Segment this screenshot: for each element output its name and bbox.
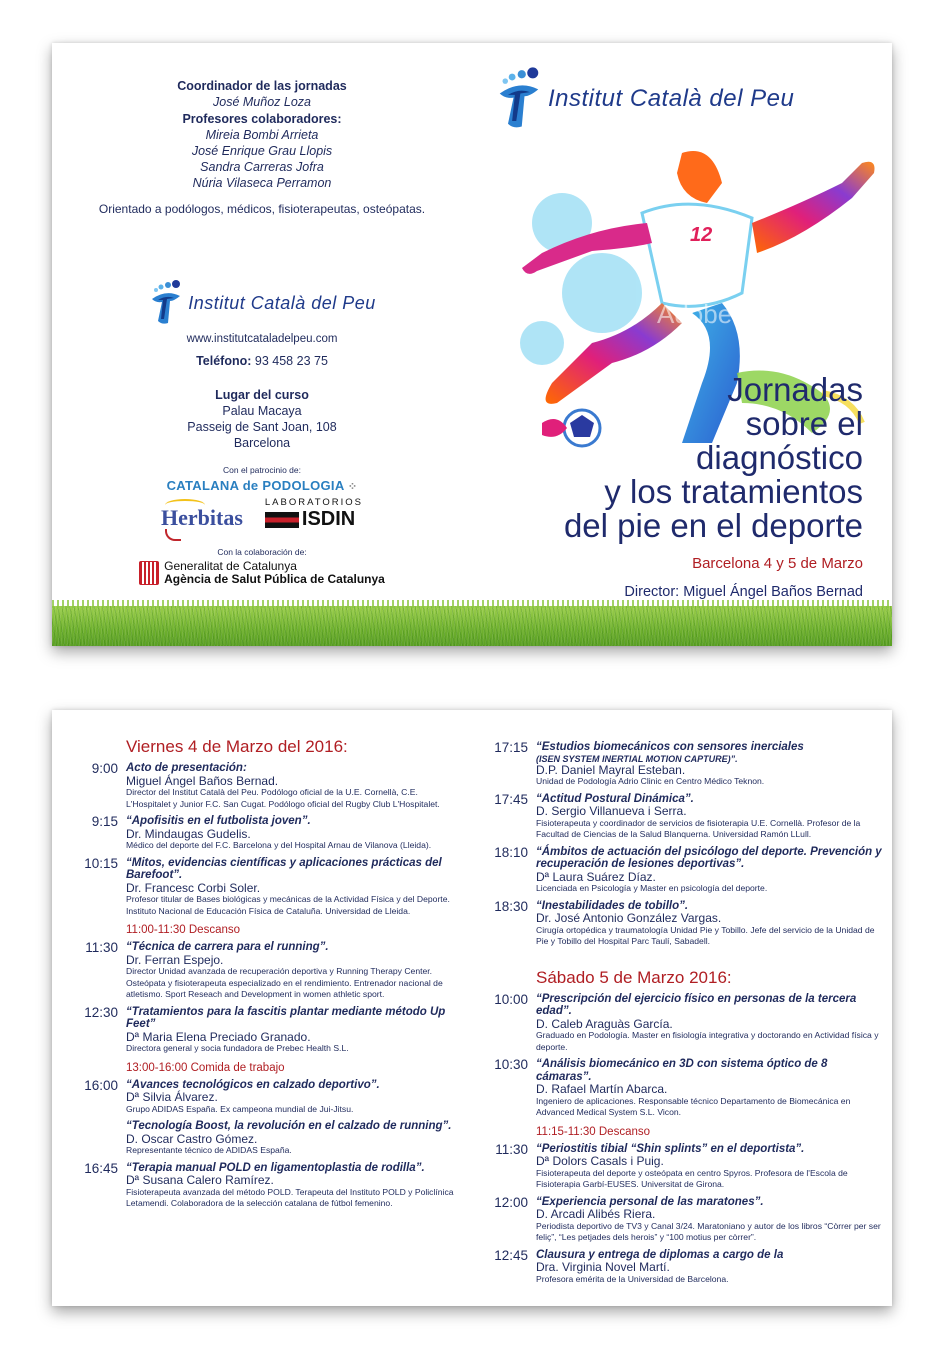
program-left-column	[82, 737, 462, 1210]
speaker-name: Dr. Mindaugas Gudelis.	[126, 826, 251, 841]
speaker-name: D. Rafael Martín Abarca.	[536, 1082, 668, 1096]
talk-title: “Inestabilidades de tobillo”.	[536, 899, 689, 912]
institute-logo-text: Institut Català del Peu	[188, 292, 376, 313]
talk-title: “Avances tecnológicos en calzado deportivo”.	[126, 1078, 380, 1091]
talk-title: “Periostitis tibial “Shin splints” en el deportista”.	[536, 1142, 805, 1155]
schedule-item	[82, 1120, 462, 1157]
item-time: 18:10	[494, 844, 528, 860]
herbitas-logo: Herbitas	[161, 505, 243, 531]
isdin-logo: LABORATORIOS ISDIN	[264, 497, 363, 530]
talk-title: Acto de presentación:	[126, 762, 247, 774]
professor-name: Núria Vilaseca Perramon	[192, 176, 332, 190]
schedule-item	[82, 1079, 462, 1116]
item-time: 11:30	[495, 1141, 528, 1157]
speaker-name: Dª Silvia Álvarez.	[126, 1090, 218, 1104]
item-time: 9:00	[91, 761, 118, 776]
speaker-name: Dr. José Antonio González Vargas.	[536, 911, 722, 925]
speaker-bio: Profesor titular de Bases biológicas y mecánicas de la Actividad Física y del Deporte. Instituto Nacional de Educación Física de Cataluña. Universidad de Lleida.	[126, 894, 450, 916]
item-time: 17:45	[494, 791, 528, 807]
generalitat-logo: Generalitat de Catalunya Agència de Salut Pública de Catalunya	[52, 560, 472, 586]
grass-strip	[52, 606, 892, 646]
speaker-name: Dª Dolors Casals i Puig.	[536, 1154, 664, 1168]
institute-logo-text: Institut Català del Peu	[548, 85, 795, 112]
speaker-bio: Directora general y socia fundadora de Prebec Health S.L.	[126, 1043, 349, 1053]
professor-name: José Enrique Grau Llopis	[191, 144, 333, 158]
schedule-item	[82, 762, 462, 810]
speaker-bio: Grupo ADIDAS España. Ex campeona mundial de Jui-Jitsu.	[126, 1103, 354, 1114]
break-item: 11:15-11:30 Descanso	[536, 1125, 651, 1138]
title-line: sobre el	[745, 405, 863, 442]
venue-line: Passeig de Sant Joan, 108	[187, 420, 337, 434]
website-link[interactable]: www.institutcataladelpeu.com	[186, 333, 338, 345]
schedule-item	[492, 793, 882, 841]
item-time: 18:30	[494, 898, 528, 914]
venue-line: Barcelona	[233, 436, 291, 450]
catalan-flag-icon	[139, 561, 159, 585]
talk-title: “Tecnología Boost, la revolución en el calzado de running”.	[126, 1120, 452, 1132]
venue-line: Palau Macaya	[222, 404, 302, 418]
speaker-bio: Fisioterapeuta y coordinador de servicios de fisioterapia U.E. Cornellà. Profesor de la Facultad de Ciencias de la Salud Blanquerna. Universidad Ramón LLull.	[536, 817, 861, 839]
schedule-item	[492, 1196, 882, 1244]
item-time: 12:00	[494, 1194, 528, 1210]
item-time: 12:45	[494, 1247, 528, 1263]
schedule-item	[492, 993, 882, 1054]
schedule-item	[492, 1058, 882, 1119]
speaker-name: D. Oscar Castro Gómez.	[126, 1131, 258, 1146]
speaker-bio: Fisioterapeuta avanzada del método POLD. Terapeuta del Instituto POLD y Policlínica Letamendi. Colaboradora de la selección catalana de fútbol femenino.	[126, 1186, 454, 1208]
talk-title: “Análisis biomecánico en 3D con sistema óptico de 8 cámaras”.	[536, 1058, 828, 1083]
professors-label: Profesores colaboradores:	[182, 112, 342, 126]
talk-title: “Ámbitos de actuación del psicólogo del deporte. Prevención y recuperación de lesiones deportivas”.	[536, 845, 882, 870]
professor-name: Sandra Carreras Jofra	[200, 160, 324, 174]
speaker-name: Dª Maria Elena Preciado Granado.	[126, 1029, 311, 1044]
schedule-item	[82, 941, 462, 1001]
svg-text:12: 12	[690, 224, 713, 246]
item-time: 10:15	[84, 855, 118, 871]
talk-title: “Terapia manual POLD en ligamentoplastia de rodilla”.	[126, 1161, 425, 1174]
item-time: 9:15	[91, 814, 118, 829]
speaker-bio: Unidad de Podología Adrio Clinic en Centro Médico Teknon.	[536, 776, 765, 786]
audience-text: Orientado a podólogos, médicos, fisioterapeutas, osteópatas.	[98, 202, 426, 216]
break-item: 11:00-11:30 Descanso	[126, 924, 241, 936]
swoosh-icon	[165, 499, 205, 511]
speaker-name: Miguel Ángel Baños Bernad.	[126, 773, 279, 788]
speaker-bio: Profesora emérita de la Universidad de Barcelona.	[536, 1273, 729, 1284]
phone-label: Teléfono:	[196, 354, 252, 368]
speaker-bio: Cirugía ortopédica y traumatología Unidad Pie y Tobillo. Jefe del servicio de la Unidad de Pie y Tobillo del Hospital Parc Taulí, Sabadell.	[536, 924, 875, 946]
speaker-bio: Médico del deporte del F.C. Barcelona y del Hospital Arnau de Vilanova (Lleida).	[126, 840, 432, 850]
phone-number: 93 458 23 75	[254, 354, 328, 368]
program-sheet	[52, 710, 892, 1306]
item-time: 10:00	[494, 991, 528, 1007]
friday-schedule	[82, 762, 462, 1210]
talk-title: “Tratamientos para la fascitis plantar mediante método Up Feet”	[126, 1005, 446, 1030]
event-title-block	[564, 373, 863, 600]
talk-title: “Apofisitis en el futbolista joven”.	[126, 815, 311, 827]
item-time: 17:15	[494, 740, 528, 755]
director-line: Director: Miguel Ángel Baños Bernad	[624, 584, 863, 600]
talk-title: “Experiencia personal de las maratones”.	[536, 1195, 764, 1208]
swoosh-red-icon	[165, 529, 181, 541]
isdin-stripes-icon	[265, 512, 299, 528]
collab-label: Con la colaboración de:	[217, 547, 307, 557]
schedule-item	[492, 846, 882, 895]
cover-left-panel	[52, 43, 472, 586]
speaker-name: Dra. Virginia Novel Martí.	[536, 1260, 670, 1274]
item-time: 12:30	[84, 1004, 118, 1020]
item-time: 16:00	[84, 1077, 118, 1093]
speaker-name: D.P. Daniel Mayral Esteban.	[536, 762, 686, 777]
cover-right-panel	[472, 43, 892, 646]
speaker-name: Dr. Ferran Espejo.	[126, 952, 224, 967]
talk-title: “Estudios biomecánicos con sensores inerciales	[536, 741, 804, 753]
speaker-name: Dª Susana Calero Ramírez.	[126, 1173, 274, 1187]
talk-title: Clausura y entrega de diplomas a cargo de la	[536, 1248, 784, 1261]
speaker-name: D. Arcadi Alibés Riera.	[536, 1207, 656, 1221]
item-time: 16:45	[84, 1160, 118, 1176]
speaker-bio: Director del Institut Català del Peu. Podólogo oficial de la U.E. Cornellà, C.E. L'Hospitalet y Junior F.C. San Cugat. Podólogo oficial del Rugby Club L'Hospitalet.	[126, 787, 440, 809]
saturday-schedule	[492, 993, 882, 1286]
venue-label: Lugar del curso	[215, 388, 309, 402]
schedule-item	[492, 900, 882, 948]
talk-title: “Actitud Postural Dinámica”.	[536, 792, 694, 805]
sponsor-label: Con el patrocinio de:	[223, 465, 301, 475]
title-line: del pie en el deporte	[563, 507, 863, 544]
talk-title: “Técnica de carrera para el running”.	[126, 941, 329, 953]
schedule-item	[82, 1162, 462, 1210]
speaker-bio: Graduado en Podología. Master en fisiología integrativa y doctorando en Actividad física y deporte.	[536, 1030, 879, 1052]
professor-name: Mireia Bombi Arrieta	[205, 128, 319, 142]
institute-logo-header	[494, 66, 794, 132]
title-line: y los tratamientos	[604, 473, 863, 510]
dots-icon: ⁘	[344, 481, 358, 493]
program-right-column	[492, 736, 882, 1285]
brochure-cover	[52, 43, 892, 646]
schedule-item	[492, 1143, 882, 1191]
schedule-item	[492, 741, 882, 788]
schedule-item	[82, 857, 462, 918]
coordinator-label: Coordinador de las jornadas	[177, 79, 347, 93]
catalana-podologia-logo: CATALANA de PODOLOGIA ⁘	[166, 478, 358, 493]
speaker-bio: Ingeniero de aplicaciones. Responsable técnico Departamento de Biomecánica en Advanced Medical System S.L. Vicon.	[536, 1095, 851, 1117]
institute-logo	[52, 279, 472, 327]
speaker-name: D. Caleb Araguàs García.	[536, 1016, 673, 1031]
speaker-bio: Periodista deportivo de TV3 y Canal 3/24. Maratoniano y autor de los libros “Còrrer per ser feliç”, “Les petjades dels herois” y “100 motius per còrrer”.	[536, 1220, 881, 1242]
item-time	[82, 1120, 126, 1157]
schedule-item	[82, 1006, 462, 1055]
title-line: diagnóstico	[696, 439, 863, 476]
speaker-bio: Fisioterapeuta del deporte y osteópata en centro Spyros. Profesora de l'Escola de Fisioterapia Garbí-EUSES. Universitat de Girona.	[536, 1167, 848, 1189]
city-date: Barcelona 4 y 5 de Marzo	[692, 555, 863, 572]
speaker-bio: Representante técnico de ADIDAS España.	[126, 1145, 292, 1155]
speaker-name: Dr. Francesc Corbi Soler.	[126, 880, 261, 895]
speaker-bio: Director Unidad avanzada de recuperación deportiva y Running Therapy Center. Osteópata y fisioterapeuta especializado en el rendimiento. Entrenador nacional de atletismo. Sport Reseach and Development in women athletic sport.	[126, 966, 443, 999]
item-time: 10:30	[494, 1057, 528, 1072]
foot-logo-icon	[494, 66, 544, 132]
schedule-item	[82, 815, 462, 852]
schedule-item	[492, 1249, 882, 1286]
speaker-name: Dª Laura Suárez Díaz.	[536, 869, 656, 884]
item-time: 11:30	[85, 940, 118, 955]
coordinator-name: José Muñoz Loza	[213, 95, 311, 109]
title-line: Jornadas	[727, 371, 863, 408]
talk-title: “Prescripción del ejercicio físico en personas de la tercera edad”.	[536, 992, 857, 1017]
break-item: 13:00-16:00 Comida de trabajo	[126, 1061, 285, 1074]
day-title-saturday: Sábado 5 de Marzo 2016:	[536, 967, 732, 987]
friday-schedule-continued	[492, 741, 882, 948]
talk-subtitle: (ISEN SYSTEM INERTIAL MOTION CAPTURE)”.	[536, 753, 738, 764]
talk-title: “Mitos, evidencias científicas y aplicaciones prácticas del Barefoot”.	[126, 856, 442, 881]
speaker-name: D. Sergio Villanueva i Serra.	[536, 804, 687, 818]
speaker-bio: Licenciada en Psicología y Master en psicología del deporte.	[536, 883, 768, 893]
foot-logo-icon	[148, 279, 184, 327]
day-title-friday: Viernes 4 de Marzo del 2016:	[126, 737, 348, 756]
svg-text:Adobe Stock: Adobe Stock	[657, 299, 805, 329]
